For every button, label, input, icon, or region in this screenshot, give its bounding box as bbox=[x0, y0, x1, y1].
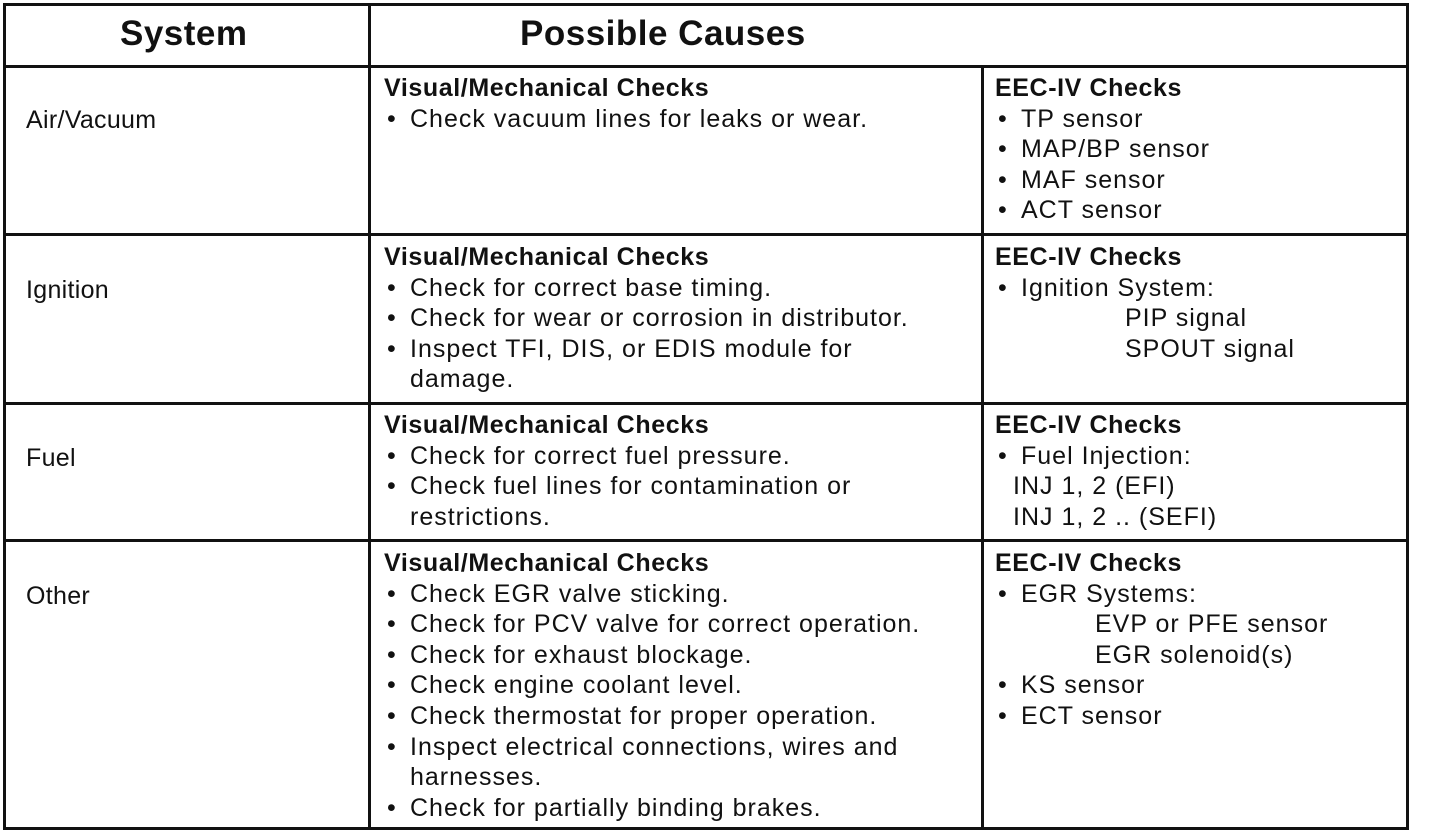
system-label-ignition: Ignition bbox=[26, 276, 110, 304]
visual-checks-fuel bbox=[384, 410, 851, 532]
sub-item: INJ 1, 2 .. (SEFI) bbox=[1013, 502, 1218, 531]
sub-item: INJ 1, 2 (EFI) bbox=[1013, 472, 1176, 501]
list-item: • Check for correct base timing. bbox=[387, 273, 773, 302]
row-divider bbox=[3, 402, 1409, 405]
header-divider bbox=[3, 65, 1409, 68]
list-item: • Inspect TFI, DIS, or EDIS module for bbox=[387, 334, 853, 363]
list-item: • Check engine coolant level. bbox=[387, 671, 743, 700]
sub-item: EVP or PFE sensor bbox=[1095, 610, 1329, 639]
visual-checks-ignition bbox=[384, 242, 909, 395]
column-divider-system bbox=[368, 3, 371, 830]
system-label-fuel: Fuel bbox=[26, 444, 76, 472]
sub-item: SPOUT signal bbox=[1125, 334, 1295, 363]
list-item: • TP sensor bbox=[998, 104, 1144, 133]
sub-item: EGR solenoid(s) bbox=[1095, 640, 1294, 669]
sub-item: PIP signal bbox=[1125, 304, 1248, 333]
list-item-continuation: harnesses. bbox=[410, 763, 543, 792]
list-item: • Check for exhaust blockage. bbox=[387, 640, 753, 669]
list-item: • EGR Systems: bbox=[998, 579, 1197, 608]
header-system: System bbox=[120, 14, 248, 53]
list-item: • Inspect electrical connections, wires and bbox=[387, 732, 899, 761]
eec-checks-ignition bbox=[995, 242, 1295, 364]
visual-checks-heading: Visual/Mechanical Checks bbox=[384, 411, 710, 439]
visual-checks-heading: Visual/Mechanical Checks bbox=[384, 243, 710, 271]
list-item-continuation: restrictions. bbox=[410, 502, 551, 531]
list-item: • ACT sensor bbox=[998, 196, 1163, 225]
row-divider bbox=[3, 233, 1409, 236]
row-divider bbox=[3, 539, 1409, 542]
eec-checks-heading: EEC-IV Checks bbox=[995, 411, 1183, 439]
system-label-air-vacuum: Air/Vacuum bbox=[26, 106, 157, 134]
visual-checks-air-vacuum bbox=[384, 73, 868, 134]
list-item: • Check EGR valve sticking. bbox=[387, 579, 730, 608]
visual-checks-heading: Visual/Mechanical Checks bbox=[384, 549, 710, 577]
list-item: • Fuel Injection: bbox=[998, 441, 1192, 470]
eec-checks-fuel bbox=[995, 410, 1217, 532]
eec-checks-air-vacuum bbox=[995, 73, 1210, 226]
visual-checks-other bbox=[384, 548, 920, 823]
list-item: • Check for correct fuel pressure. bbox=[387, 441, 791, 470]
visual-checks-heading: Visual/Mechanical Checks bbox=[384, 74, 710, 102]
list-item: • KS sensor bbox=[998, 671, 1146, 700]
eec-checks-heading: EEC-IV Checks bbox=[995, 549, 1183, 577]
list-item: • Check for PCV valve for correct operation. bbox=[387, 610, 921, 639]
list-item: • Check for partially binding brakes. bbox=[387, 793, 822, 822]
list-item: • MAF sensor bbox=[998, 165, 1166, 194]
eec-checks-other bbox=[995, 548, 1328, 732]
eec-checks-heading: EEC-IV Checks bbox=[995, 74, 1183, 102]
list-item: • ECT sensor bbox=[998, 701, 1163, 730]
list-item: • Check fuel lines for contamination or bbox=[387, 472, 852, 501]
eec-checks-heading: EEC-IV Checks bbox=[995, 243, 1183, 271]
system-label-other: Other bbox=[26, 582, 91, 610]
column-divider-eec bbox=[981, 66, 984, 830]
list-item: • MAP/BP sensor bbox=[998, 135, 1211, 164]
list-item: • Check thermostat for proper operation. bbox=[387, 701, 878, 730]
list-item-continuation: damage. bbox=[410, 365, 515, 394]
list-item: • Ignition System: bbox=[998, 273, 1215, 302]
list-item: • Check for wear or corrosion in distributor. bbox=[387, 304, 909, 333]
list-item: • Check vacuum lines for leaks or wear. bbox=[387, 104, 869, 133]
header-possible-causes: Possible Causes bbox=[520, 14, 806, 53]
